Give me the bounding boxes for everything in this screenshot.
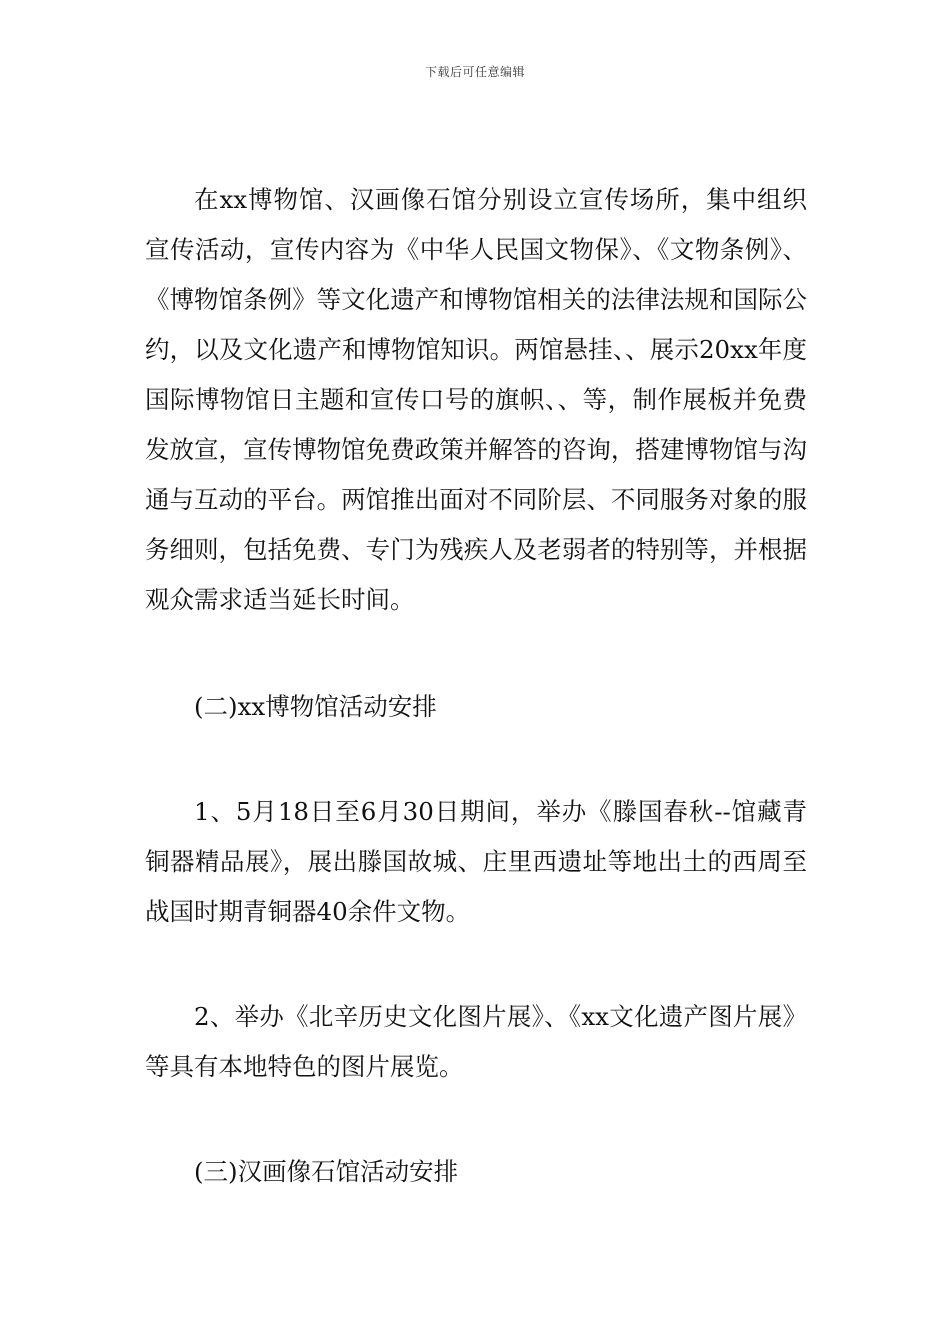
list-item: 2、举办《北辛历史文化图片展》、《xx文化遗产图片展》等具有本地特色的图片展览。 xyxy=(145,1002,807,1081)
document-body xyxy=(145,175,807,1197)
section-heading: (三)汉画像石馆活动安排 xyxy=(194,1157,459,1186)
section-heading: (二)xx博物馆活动安排 xyxy=(194,692,437,721)
page-header: 下载后可任意编辑 xyxy=(424,65,525,79)
list-item: 1、5月18日至6月30日期间，举办《滕国春秋--馆藏青铜器精品展》，展出滕国故城、庄里西遗址等地出土的西周至战国时期青铜器40余件文物。 xyxy=(145,797,807,926)
body-paragraph: 在xx博物馆、汉画像石馆分别设立宣传场所，集中组织宣传活动，宣传内容为《中华人民国文物保》、《文物条例》、《博物馆条例》等文化遗产和博物馆相关的法律法规和国际公约，以及文化遗产和博物馆知识。两馆悬挂、、展示20xx年度国际博物馆日主题和宣传口号的旗帜、、等，制作展板并免费发放宣，宣传博物馆免费政策并解答的咨询，搭建博物馆与沟通与互动的平台。两馆推出面对不同阶层、不同服务对象的服务细则，包括免费、专门为残疾人及老弱者的特别等，并根据观众需求适当延长时间。 xyxy=(145,185,807,614)
